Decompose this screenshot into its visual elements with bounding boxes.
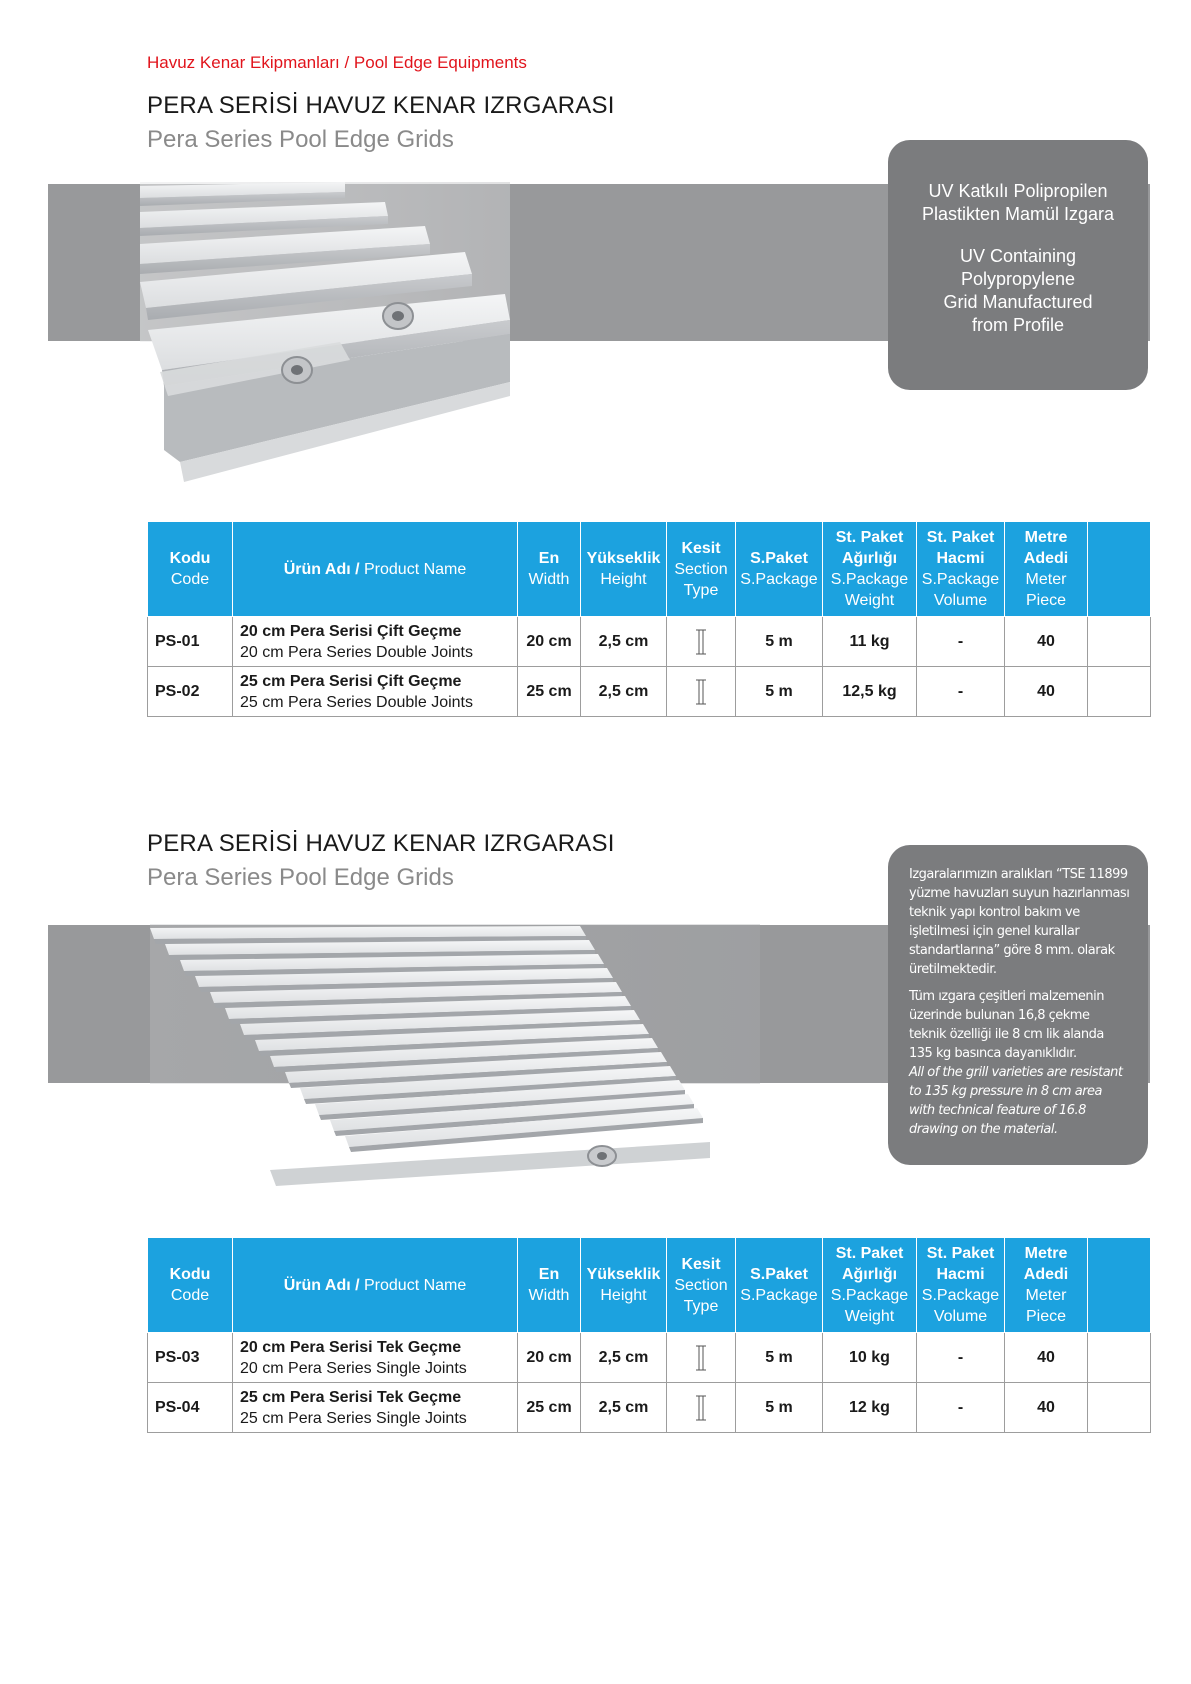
section-1-title-tr: PERA SERİSİ HAVUZ KENAR IZRGARASI (147, 92, 615, 119)
cell-height: 2,5 cm (581, 617, 667, 667)
profile-section-icon (695, 1395, 707, 1421)
section-2-title-tr: PERA SERİSİ HAVUZ KENAR IZRGARASI (147, 830, 615, 857)
cell-empty (1088, 1383, 1151, 1433)
cell-height: 2,5 cm (581, 667, 667, 717)
cell-meter-piece: 40 (1005, 1383, 1088, 1433)
info-text-strength-tr: Tüm ızgara çeşitleri malzemenin üzerinde bulunan 16,8 çekme teknik özelliği ile 8 cm lik alanda 135 kg basınca dayanıklıdır. (909, 989, 1104, 1061)
cell-section-type (667, 1333, 736, 1383)
table-row (148, 1383, 1151, 1433)
info-text-tr: UV Katkılı Polipropilen Plastikten Mamül Izgara (921, 181, 1115, 224)
cell-product-name: 20 cm Pera Serisi Tek Geçme 20 cm Pera Series Single Joints (233, 1333, 518, 1383)
cell-weight: 11 kg (823, 617, 917, 667)
cell-empty (1088, 617, 1151, 667)
col-package: S.Paket S.Package (736, 1238, 823, 1333)
single-joint-grid-photo (150, 924, 760, 1194)
double-joint-grid-photo (140, 182, 510, 488)
table-header-row (148, 1238, 1151, 1333)
cell-weight: 12,5 kg (823, 667, 917, 717)
cell-volume: - (917, 617, 1005, 667)
cell-product-name: 20 cm Pera Serisi Çift Geçme 20 cm Pera Series Double Joints (233, 617, 518, 667)
col-package-weight: St. Paket Ağırlığı S.Package Weight (823, 1238, 917, 1333)
cell-width: 25 cm (518, 1383, 581, 1433)
col-package: S.Paket S.Package (736, 522, 823, 617)
profile-section-icon (695, 679, 707, 705)
cell-volume: - (917, 667, 1005, 717)
col-section-type: Kesit Section Type (667, 1238, 736, 1333)
cell-section-type (667, 667, 736, 717)
table-row (148, 1333, 1151, 1383)
table-header-row (148, 522, 1151, 617)
section-1-title-en: Pera Series Pool Edge Grids (147, 126, 454, 153)
cell-package: 5 m (736, 617, 823, 667)
info-text-en: UV Containing Polypropylene Grid Manufactured from Profile (943, 246, 1093, 335)
col-width: En Width (518, 1238, 581, 1333)
cell-code: PS-04 (148, 1383, 233, 1433)
section-2-spec-table (147, 1237, 1151, 1433)
cell-weight: 10 kg (823, 1333, 917, 1383)
col-package-volume: St. Paket Hacmi S.Package Volume (917, 522, 1005, 617)
cell-meter-piece: 40 (1005, 667, 1088, 717)
table-row (148, 617, 1151, 667)
col-code: Kodu Code (148, 1238, 233, 1333)
cell-code: PS-02 (148, 667, 233, 717)
cell-product-name: 25 cm Pera Serisi Tek Geçme 25 cm Pera Series Single Joints (233, 1383, 518, 1433)
cell-package: 5 m (736, 667, 823, 717)
cell-section-type (667, 1383, 736, 1433)
col-meter-piece: Metre Adedi Meter Piece (1005, 522, 1088, 617)
cell-width: 20 cm (518, 1333, 581, 1383)
col-product-name: Ürün Adı / Product Name (233, 522, 518, 617)
col-code: Kodu Code (148, 522, 233, 617)
profile-section-icon (695, 1345, 707, 1371)
info-text-standard: Izgaralarımızın aralıkları “TSE 11899 yüzme havuzları suyun hazırlanması teknik yapı kontrol bakım ve işletilmesi için genel kurallar standartlarına” göre 8 mm. olarak üretilmektedir. (909, 867, 1130, 977)
cell-package: 5 m (736, 1333, 823, 1383)
category-heading: Havuz Kenar Ekipmanları / Pool Edge Equipments (147, 53, 527, 72)
table-row (148, 667, 1151, 717)
cell-volume: - (917, 1333, 1005, 1383)
cell-meter-piece: 40 (1005, 1333, 1088, 1383)
cell-volume: - (917, 1383, 1005, 1433)
cell-height: 2,5 cm (581, 1383, 667, 1433)
col-height: Yükseklik Height (581, 522, 667, 617)
section-2-info-box (888, 845, 1148, 1165)
cell-package: 5 m (736, 1383, 823, 1433)
col-section-type: Kesit Section Type (667, 522, 736, 617)
cell-width: 20 cm (518, 617, 581, 667)
cell-product-name: 25 cm Pera Serisi Çift Geçme 25 cm Pera Series Double Joints (233, 667, 518, 717)
col-empty (1088, 522, 1151, 617)
cell-code: PS-01 (148, 617, 233, 667)
cell-section-type (667, 617, 736, 667)
col-width: En Width (518, 522, 581, 617)
section-1-spec-table (147, 521, 1151, 717)
cell-empty (1088, 667, 1151, 717)
cell-weight: 12 kg (823, 1383, 917, 1433)
cell-width: 25 cm (518, 667, 581, 717)
cell-height: 2,5 cm (581, 1333, 667, 1383)
col-height: Yükseklik Height (581, 1238, 667, 1333)
section-1-info-box (888, 140, 1148, 390)
col-empty (1088, 1238, 1151, 1333)
section-2-title-en: Pera Series Pool Edge Grids (147, 864, 454, 891)
col-product-name: Ürün Adı / Product Name (233, 1238, 518, 1333)
col-package-volume: St. Paket Hacmi S.Package Volume (917, 1238, 1005, 1333)
cell-empty (1088, 1333, 1151, 1383)
cell-code: PS-03 (148, 1333, 233, 1383)
col-meter-piece: Metre Adedi Meter Piece (1005, 1238, 1088, 1333)
cell-meter-piece: 40 (1005, 617, 1088, 667)
info-text-strength-en: All of the grill varieties are resistant to 135 kg pressure in 8 cm area with technical feature of 16.8 drawing on the material. (909, 1065, 1123, 1137)
col-package-weight: St. Paket Ağırlığı S.Package Weight (823, 522, 917, 617)
profile-section-icon (695, 629, 707, 655)
